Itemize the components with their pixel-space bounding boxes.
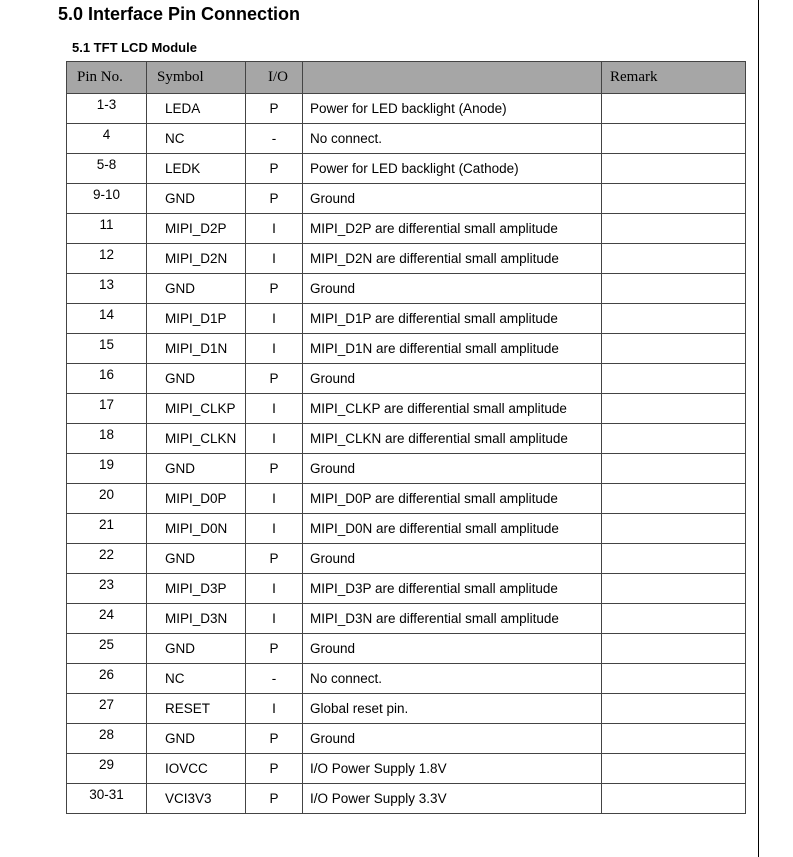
table-row [67,364,746,394]
symbol-cell: MIPI_D2P [147,214,246,244]
description-cell: MIPI_D0N are differential small amplitude [303,514,602,544]
description-cell: MIPI_D1P are differential small amplitude [303,304,602,334]
pin-number-text: 30-31 [89,787,124,802]
pin-number-text: 29 [98,757,115,772]
table-row [67,124,746,154]
io-cell: - [246,664,303,694]
pin-number-text: 16 [98,367,115,382]
remark-cell [602,244,746,274]
table-row [67,184,746,214]
header-description [303,62,602,94]
pin-number-text: 4 [102,127,111,142]
description-cell: MIPI_D3N are differential small amplitude [303,604,602,634]
description-cell: MIPI_D0P are differential small amplitude [303,484,602,514]
io-cell: P [246,154,303,184]
io-cell: P [246,544,303,574]
pin-number-text: 15 [98,337,115,352]
pin-number-text: 25 [98,637,115,652]
table-row [67,334,746,364]
header-remark: Remark [602,62,746,94]
table-row [67,154,746,184]
table-row [67,274,746,304]
symbol-cell: MIPI_D2N [147,244,246,274]
pin-number-cell [67,604,147,634]
pin-number-text: 12 [98,247,115,262]
pin-connection-table [66,61,746,814]
io-cell: I [246,424,303,454]
remark-cell [602,484,746,514]
remark-cell [602,184,746,214]
table-row [67,304,746,334]
table-body [67,94,746,814]
description-cell: Ground [303,364,602,394]
description-cell: Ground [303,724,602,754]
remark-cell [602,214,746,244]
symbol-cell: NC [147,664,246,694]
symbol-cell: MIPI_D0P [147,484,246,514]
pin-number-cell [67,454,147,484]
pin-number-cell [67,394,147,424]
symbol-cell: GND [147,544,246,574]
table-row [67,724,746,754]
remark-cell [602,724,746,754]
remark-cell [602,784,746,814]
pin-number-cell [67,754,147,784]
table-header-row [67,62,746,94]
table-row [67,514,746,544]
pin-number-cell [67,694,147,724]
symbol-cell: MIPI_CLKP [147,394,246,424]
pin-number-cell [67,574,147,604]
section-title: 5.0 Interface Pin Connection [58,4,301,24]
pin-number-text: 22 [98,547,115,562]
remark-cell [602,604,746,634]
pin-number-text: 11 [99,217,114,232]
remark-cell [602,574,746,604]
table-row [67,394,746,424]
symbol-cell: MIPI_D1P [147,304,246,334]
symbol-cell: RESET [147,694,246,724]
io-cell: P [246,754,303,784]
symbol-cell: LEDK [147,154,246,184]
description-cell: MIPI_D2P are differential small amplitude [303,214,602,244]
table-row [67,214,746,244]
table-row [67,454,746,484]
symbol-cell: VCI3V3 [147,784,246,814]
pin-number-text: 20 [98,487,115,502]
pin-number-cell [67,634,147,664]
header-io: I/O [246,62,303,94]
remark-cell [602,454,746,484]
remark-cell [602,664,746,694]
io-cell: I [246,334,303,364]
pin-number-cell [67,334,147,364]
subsection-title: 5.1 TFT LCD Module [72,40,197,55]
symbol-cell: GND [147,454,246,484]
symbol-cell: GND [147,634,246,664]
io-cell: P [246,364,303,394]
pin-number-text: 23 [98,577,115,592]
pin-number-text: 26 [98,667,115,682]
io-cell: P [246,724,303,754]
remark-cell [602,154,746,184]
header-pin-no: Pin No. [67,62,147,94]
description-cell: No connect. [303,664,602,694]
pin-number-text: 21 [98,517,115,532]
io-cell: I [246,694,303,724]
pin-number-cell [67,154,147,184]
pin-number-text: 28 [98,727,115,742]
description-cell: Ground [303,184,602,214]
pin-number-text: 9-10 [92,187,121,202]
remark-cell [602,634,746,664]
symbol-cell: GND [147,184,246,214]
pin-number-text: 18 [98,427,115,442]
pin-number-cell [67,304,147,334]
pin-number-cell [67,184,147,214]
pin-number-cell [67,244,147,274]
table-row [67,754,746,784]
table-row [67,694,746,724]
pin-number-cell [67,484,147,514]
symbol-cell: MIPI_D3N [147,604,246,634]
io-cell: I [246,514,303,544]
pin-number-cell [67,544,147,574]
table-row [67,634,746,664]
description-cell: MIPI_CLKP are differential small amplitude [303,394,602,424]
io-cell: P [246,634,303,664]
io-cell: I [246,214,303,244]
io-cell: I [246,574,303,604]
table-row [67,484,746,514]
description-cell: MIPI_D1N are differential small amplitude [303,334,602,364]
pin-number-cell [67,784,147,814]
io-cell: P [246,94,303,124]
description-cell: Power for LED backlight (Anode) [303,94,602,124]
pin-number-text: 1-3 [96,97,117,112]
pin-number-text: 5-8 [96,157,117,172]
pin-number-text: 17 [98,397,115,412]
symbol-cell: LEDA [147,94,246,124]
symbol-cell: IOVCC [147,754,246,784]
symbol-cell: GND [147,364,246,394]
pin-number-text: 13 [98,277,115,292]
pin-number-text: 14 [98,307,115,322]
io-cell: I [246,484,303,514]
pin-number-cell [67,214,147,244]
remark-cell [602,424,746,454]
io-cell: P [246,184,303,214]
pin-number-text: 19 [98,457,115,472]
table-row [67,784,746,814]
io-cell: - [246,124,303,154]
remark-cell [602,334,746,364]
description-cell: Global reset pin. [303,694,602,724]
description-cell: MIPI_CLKN are differential small amplitude [303,424,602,454]
pin-number-cell [67,724,147,754]
io-cell: I [246,244,303,274]
remark-cell [602,394,746,424]
io-cell: I [246,394,303,424]
pin-number-cell [67,514,147,544]
symbol-cell: MIPI_CLKN [147,424,246,454]
table-row [67,664,746,694]
remark-cell [602,274,746,304]
io-cell: I [246,604,303,634]
description-cell: Ground [303,634,602,664]
description-cell: Power for LED backlight (Cathode) [303,154,602,184]
table-row [67,574,746,604]
table-row [67,424,746,454]
remark-cell [602,364,746,394]
symbol-cell: NC [147,124,246,154]
description-cell: I/O Power Supply 1.8V [303,754,602,784]
pin-number-cell [67,424,147,454]
remark-cell [602,754,746,784]
description-cell: Ground [303,544,602,574]
io-cell: I [246,304,303,334]
remark-cell [602,694,746,724]
description-cell: No connect. [303,124,602,154]
io-cell: P [246,784,303,814]
io-cell: P [246,454,303,484]
symbol-cell: GND [147,274,246,304]
pin-number-cell [67,664,147,694]
description-cell: MIPI_D3P are differential small amplitude [303,574,602,604]
io-cell: P [246,274,303,304]
table-row [67,604,746,634]
table-row [67,94,746,124]
symbol-cell: MIPI_D1N [147,334,246,364]
pin-number-cell [67,94,147,124]
description-cell: MIPI_D2N are differential small amplitude [303,244,602,274]
pin-number-cell [67,124,147,154]
description-cell: Ground [303,454,602,484]
remark-cell [602,514,746,544]
header-symbol: Symbol [147,62,246,94]
remark-cell [602,94,746,124]
table-row [67,244,746,274]
pin-number-text: 24 [98,607,115,622]
table-row [67,544,746,574]
description-cell: Ground [303,274,602,304]
description-cell: I/O Power Supply 3.3V [303,784,602,814]
page-margin-rule [758,0,759,857]
symbol-cell: GND [147,724,246,754]
symbol-cell: MIPI_D3P [147,574,246,604]
pin-number-cell [67,364,147,394]
remark-cell [602,544,746,574]
remark-cell [602,124,746,154]
symbol-cell: MIPI_D0N [147,514,246,544]
pin-number-text: 27 [98,697,115,712]
pin-number-cell [67,274,147,304]
remark-cell [602,304,746,334]
